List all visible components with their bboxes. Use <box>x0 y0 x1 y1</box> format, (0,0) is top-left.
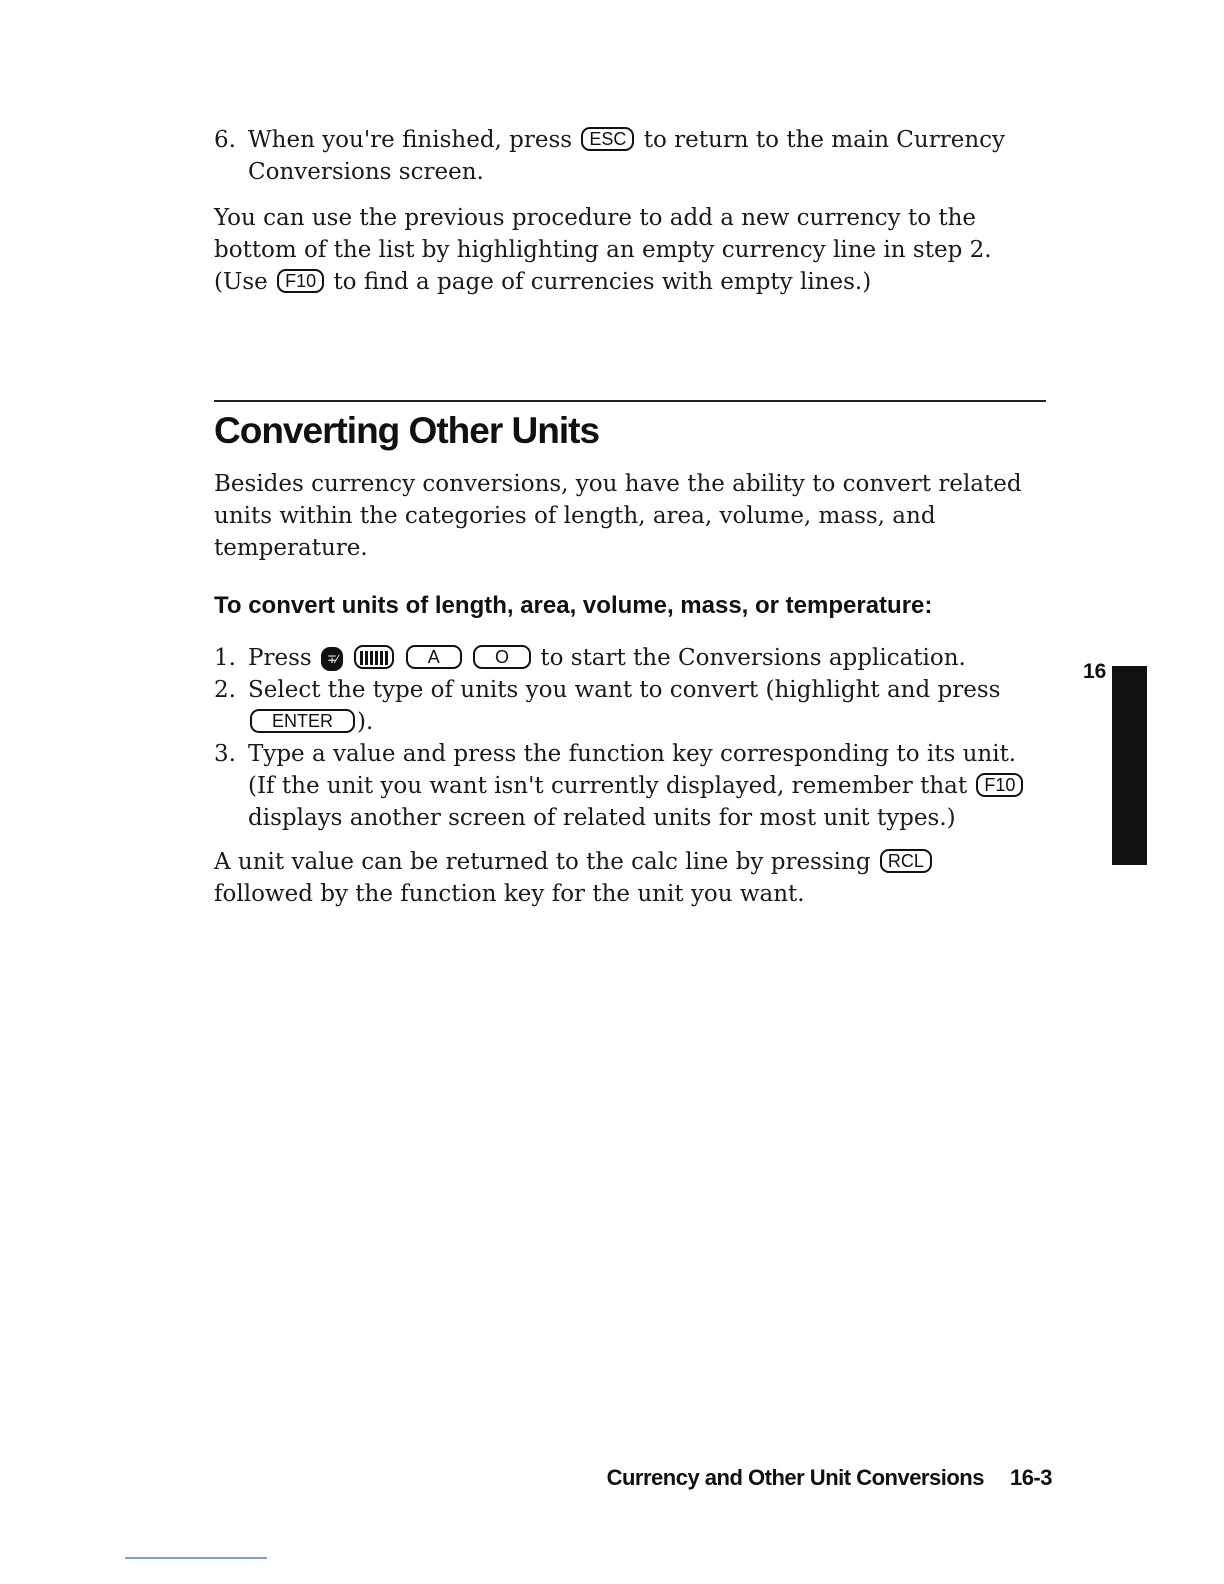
menu-key-icon <box>354 645 394 669</box>
esc-key: ESC <box>581 127 634 151</box>
section-title: Converting Other Units <box>214 410 600 451</box>
step-6 <box>214 124 1044 188</box>
step-text: When you're finished, press ESC to return to the main Currency Conversions screen. <box>248 127 1006 185</box>
step-text: Select the type of units you want to convert (highlight and press ENTER ). <box>248 677 1001 735</box>
procedure-heading: To convert units of length, area, volume, mass, or temperature: <box>214 592 933 619</box>
step-text: Press ∓∕ A O to start the Conversions application. <box>248 645 966 671</box>
f10-key: F10 <box>976 773 1023 797</box>
step-number: 1. <box>214 645 236 671</box>
section-divider <box>214 400 1046 402</box>
intro-paragraph: Besides currency conversions, you have the ability to convert related units within the categories of length, area, volume, mass, and temperature. <box>214 471 1022 561</box>
paragraph-new-currency: You can use the previous procedure to add a new currency to the bottom of the list by highlighting an empty currency line in step 2. (Use F10 to find a page of currencies with empty lines.) <box>214 205 992 295</box>
rcl-key: RCL <box>880 849 932 873</box>
step-3 <box>214 738 1049 834</box>
footer-title: Currency and Other Unit Conversions <box>606 1465 984 1490</box>
chapter-number: 16 <box>1083 660 1107 683</box>
step-text: Type a value and press the function key corresponding to its unit. (If the unit you want isn't currently displayed, remember that F10 displays another screen of related units for most unit types.) <box>248 738 1049 834</box>
paragraph-rcl: A unit value can be returned to the calc line by pressing RCL followed by the function key for the unit you want. <box>214 846 994 910</box>
page-number: 16-3 <box>1009 1465 1052 1490</box>
bottom-edge-line <box>125 1557 267 1559</box>
step-1 <box>214 642 1049 674</box>
a-key: A <box>406 645 462 669</box>
o-key: O <box>473 645 531 669</box>
step-number: 3. <box>214 741 236 767</box>
step-number: 6. <box>214 127 236 153</box>
f10-key: F10 <box>277 269 324 293</box>
chapter-tab-marker <box>1112 666 1147 865</box>
steps-list <box>214 642 1049 834</box>
calc-key-icon: ∓∕ <box>321 647 343 671</box>
page-footer <box>607 1465 1052 1491</box>
step-2 <box>214 674 1049 738</box>
enter-key: ENTER <box>250 709 355 733</box>
step-number: 2. <box>214 677 236 703</box>
